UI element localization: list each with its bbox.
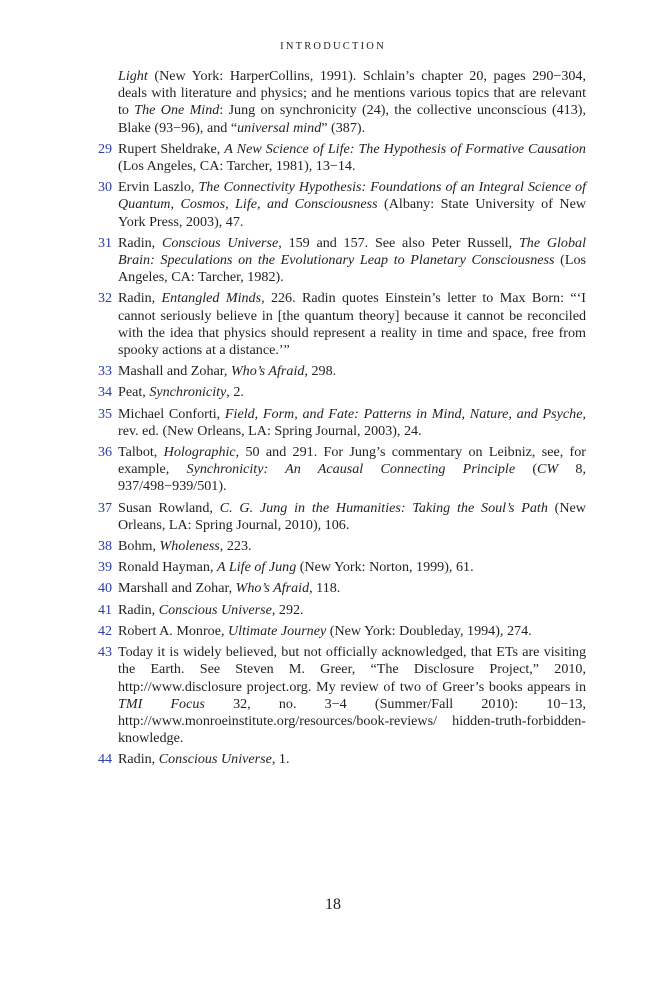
endnote-40 [98, 580, 586, 597]
endnote-text: , rev. ed. (New Orleans, LA: Spring Journal, 2003), 24. [118, 405, 586, 439]
endnote-text: , 1. [271, 751, 290, 768]
endnote-text: 32, no. 3−4 (Summer/Fall 2010): 10−13, http://www.monroeinstitute.org/resources/book-reviews/ hidden-truth-forbidden-knowledge. [118, 695, 586, 747]
endnote-number-link[interactable]: 30 [98, 179, 113, 196]
endnote-text: (New Orleans, LA: Spring Journal, 2010), 106. [118, 499, 586, 533]
endnote-title-italic: Entangled Minds [161, 290, 262, 307]
endnote-text: (Albany: State University of New York Press, 2003), 47. [118, 196, 586, 230]
endnote-number-link[interactable]: 42 [98, 622, 113, 639]
endnote-number-link[interactable]: 41 [98, 601, 113, 618]
endnote-text: Radin, [118, 234, 162, 251]
endnote-text: , 50 and 291. For Jung’s commentary on Leibniz, see, for example, [118, 444, 586, 478]
endnote-number-link[interactable]: 39 [98, 559, 113, 576]
endnote-title-italic: TMI Focus [118, 695, 205, 712]
endnote-text: Bohm, [118, 538, 160, 555]
endnote-number-link[interactable]: 32 [98, 290, 113, 307]
endnote-number-link[interactable]: 38 [98, 538, 113, 555]
endnote-37 [98, 500, 586, 534]
endnote-text: , 226. Radin quotes Einstein’s letter to Max Born: “‘I cannot seriously believe in [the quantum theory] because it cannot be reconciled with the idea that physics should represent a reality in time and space, free from spooky actions at a distance.’” [118, 290, 586, 359]
endnote-42 [98, 623, 586, 640]
endnote-title-italic: The Global Brain: Speculations on the Evolutionary Leap to Planetary Consciousness [118, 234, 586, 269]
endnote-number-link[interactable]: 40 [98, 580, 113, 597]
endnote-title-italic: A New Science of Life: The Hypothesis of Formative Causation [224, 140, 586, 157]
endnote-text: , 2. [226, 384, 244, 401]
endnote-title-italic: The Connectivity Hypothesis: Foundations of an Integral Science of Quantum, Cosmos, Life, and Consciousness [118, 179, 587, 213]
endnote-38 [98, 538, 586, 555]
endnote-text: ( [515, 461, 538, 478]
endnote-text: 8, 937/498−939/501). [118, 461, 586, 495]
endnote-number-link[interactable]: 43 [98, 644, 113, 661]
endnote-39 [98, 559, 586, 576]
endnote-text: , 223. [219, 538, 252, 555]
endnote-text: , 159 and 157. See also Peter Russell, [278, 234, 519, 251]
endnote-30 [98, 179, 586, 231]
endnote-title-italic: Who’s Afraid [235, 580, 310, 597]
endnote-title-italic: A Life of Jung [217, 559, 297, 576]
endnote-text: (New York: Doubleday, 1994), 274. [326, 622, 532, 639]
page-number: 18 [325, 896, 341, 913]
endnote-title-italic: Synchronicity: An Acausal Connecting Principle [186, 461, 516, 478]
endnote-text: Talbot, [118, 444, 164, 461]
endnote-number-link[interactable]: 29 [98, 140, 113, 157]
endnote-text: Ervin Laszlo, [118, 179, 199, 196]
endnote-text: Radin, [118, 290, 162, 307]
endnote-title-italic: C. G. Jung in the Humanities: Taking the Soul’s Path [219, 499, 548, 516]
endnote-text: (Los Angeles, CA: Tarcher, 1981), 13−14. [118, 158, 356, 175]
endnote-title-italic: Light [118, 68, 148, 84]
endnote-number-link[interactable]: 33 [98, 363, 113, 380]
endnote-44 [98, 751, 586, 768]
endnote-35 [98, 406, 586, 440]
endnote-number-link[interactable]: 34 [98, 384, 113, 401]
endnote-text: Marshall and Zohar, [118, 580, 236, 597]
endnote-text: (New York: HarperCollins, 1991). Schlain’s chapter 20, pages 290−304, deals with literature and physics; and he mentions various topics that are relevant to [118, 68, 586, 119]
endnotes-list [98, 68, 586, 773]
endnote-number-link[interactable]: 44 [98, 751, 113, 768]
endnote-text: Rupert Sheldrake, [118, 140, 225, 157]
endnote-text: Ronald Hayman, [118, 559, 218, 576]
endnote-text: (New York: Norton, 1999), 61. [296, 559, 474, 576]
endnote-text: , 292. [271, 601, 304, 618]
endnote-title-italic: Holographic [163, 444, 236, 461]
endnote-title-italic: Synchronicity [149, 384, 227, 401]
endnote-number-link[interactable]: 37 [98, 499, 113, 516]
endnote-text: Today it is widely believed, but not officially acknowledged, that ETs are visiting the Earth. See Steven M. Greer, “The Disclosure Project,” 2010, http://www.disclosure project.org. My review of two of Greer’s books appears in [118, 644, 586, 695]
endnote-text: Robert A. Monroe, [118, 622, 228, 639]
endnote-text: Radin, [118, 601, 159, 618]
endnote-number-link[interactable]: 36 [98, 444, 113, 461]
endnote-title-italic: Ultimate Journey [228, 622, 327, 639]
endnote-title-italic: The One Mind [134, 102, 220, 119]
endnote-31 [98, 235, 586, 287]
endnote-title-italic: Conscious Universe [161, 234, 279, 251]
running-header: INTRODUCTION [280, 41, 386, 52]
endnote-number-link[interactable]: 31 [98, 234, 113, 251]
endnote-text: Radin, [118, 751, 159, 768]
endnote-33 [98, 363, 586, 380]
endnote-title-italic: CW [537, 461, 559, 478]
endnote-title-italic: Conscious Universe [158, 601, 272, 618]
endnote-36 [98, 444, 586, 496]
endnote-text: , 298. [304, 363, 337, 380]
endnote-number-link[interactable]: 35 [98, 405, 113, 422]
endnote-32 [98, 290, 586, 359]
endnote-text: Michael Conforti, [118, 405, 225, 422]
endnote-43 [98, 644, 586, 747]
endnote-text: ” (387). [321, 119, 366, 136]
endnote-title-italic: Field, Form, and Fate: Patterns in Mind, Nature, and Psyche [224, 405, 583, 422]
endnote-text: Peat, [118, 384, 150, 401]
endnote-text: (Los Angeles, CA: Tarcher, 1982). [118, 252, 586, 286]
endnote-continuation [98, 68, 586, 137]
endnote-title-italic: universal mind [237, 119, 322, 136]
endnote-text: Mashall and Zohar, [118, 363, 231, 380]
endnote-title-italic: Wholeness [159, 538, 220, 555]
endnote-title-italic: Conscious Universe [158, 751, 272, 768]
endnote-text: Susan Rowland, [118, 499, 220, 516]
endnote-41 [98, 602, 586, 619]
endnote-29 [98, 141, 586, 175]
endnote-text: : Jung on synchronicity (24), the collective unconscious (413), Blake (93−96), and “ [118, 102, 586, 136]
endnote-34 [98, 384, 586, 401]
endnote-title-italic: Who’s Afraid [230, 363, 305, 380]
endnote-text: , 118. [309, 580, 341, 597]
